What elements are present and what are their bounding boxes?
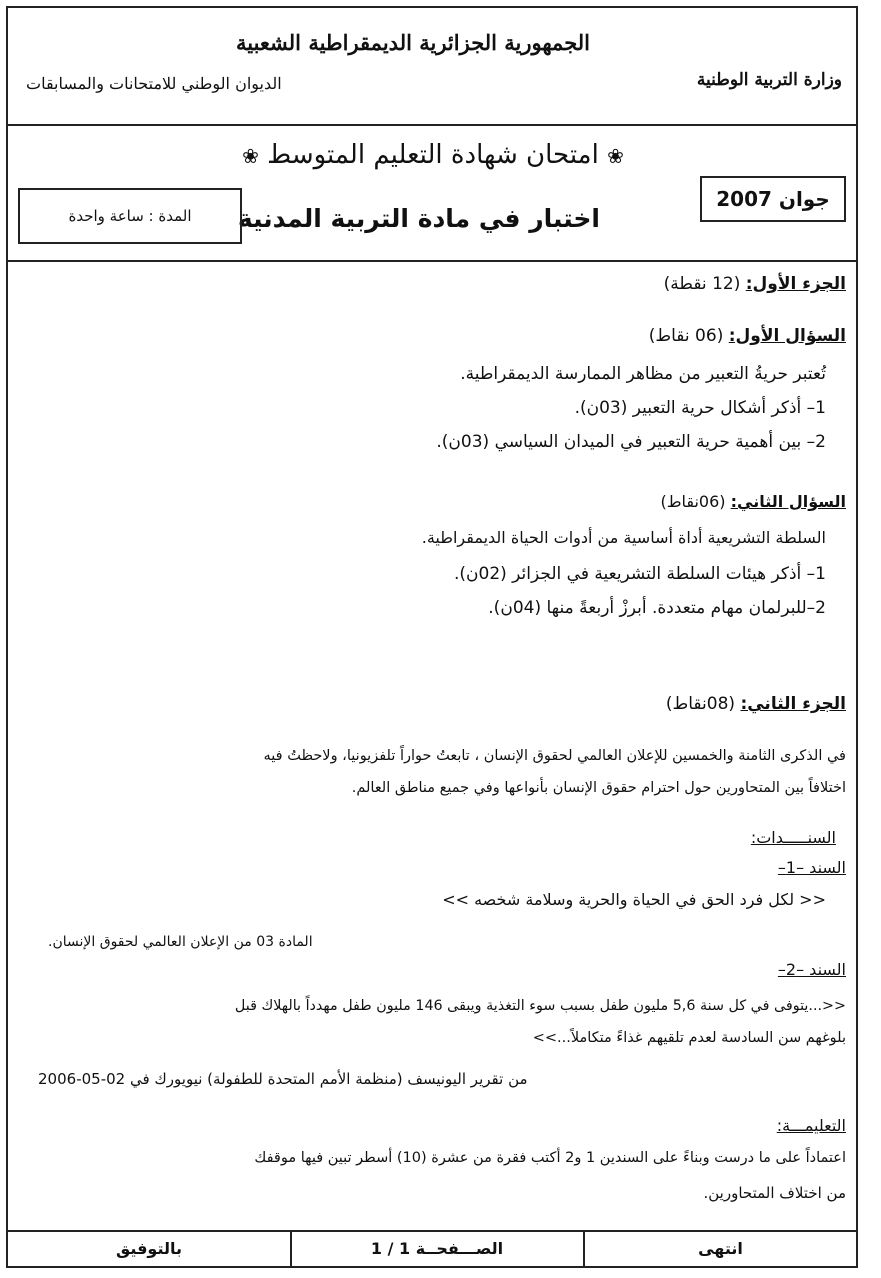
footer-page: الصـــفحــة 1 / 1 [370,1239,504,1258]
office-name: الديوان الوطني للامتحانات والمسابقات [26,74,282,93]
q2-item-1: 1– أذكر هيئات السلطة التشريعية في الجزائر (02ن). [453,564,826,584]
part1-heading [664,274,846,294]
exam-title-row [233,140,633,180]
ornament-left-icon: ❀ [242,144,259,168]
duration-box [18,188,242,244]
documents-title: السنـــــدات: [750,828,836,847]
header-divider [8,124,856,126]
subject-title: اختبار في مادة التربية المدنية [237,204,600,233]
footer-end: انتهى [698,1239,743,1258]
ornament-right-icon: ❀ [607,144,624,168]
footer-bar [8,1230,856,1266]
header-bottom-divider [8,260,856,262]
ministry-name: وزارة التربية الوطنية [696,70,842,90]
q2-item-2: 2–للبرلمان مهام متعددة. أبرزْ أربعةً منها (04ن). [488,598,826,618]
task-title: التعليمـــة: [776,1116,846,1135]
part2-heading [666,694,846,714]
exam-title: امتحان شهادة التعليم المتوسط [267,140,599,170]
q1-item-2: 2– بين أهمية حرية التعبير في الميدان السياسي (03ن). [436,432,826,452]
session-label: جوان 2007 [716,187,830,211]
exam-page [6,6,858,1268]
republic-title: الجمهورية الجزائرية الديمقراطية الشعبية [235,30,590,55]
footer-luck: بالتوفيق [115,1239,182,1258]
part1-title: الجزء الأول: [745,274,846,294]
q2-points: (06نقاط) [660,492,726,511]
q2-title: السؤال الثاني: [730,492,846,511]
task-line2: من اختلاف المتحاورين. [703,1184,846,1202]
doc2-line1: <<...يتوفى في كل سنة 5,6 مليون طفل بسبب سوء التغذية ويبقى 146 مليون طفل مهدداً بالهلاك قبل [234,998,846,1014]
task-line1: اعتماداً على ما درست وبناءً على السندين 1 و2 أكتب فقرة من عشرة (10) أسطر تبين فيها موقفك [254,1150,846,1166]
q1-points: (06 نقاط) [648,326,724,346]
part2-points: (08نقاط) [665,694,736,714]
doc1-source: المادة 03 من الإعلان العالمي لحقوق الإنسان. [48,934,313,950]
doc2-label: السند –2– [777,960,846,979]
q1-title: السؤال الأول: [728,326,846,346]
doc1-text: << لكل فرد الحق في الحياة والحرية وسلامة شخصه >> [442,890,826,909]
doc2-source: من تقرير اليونيسف (منظمة الأمم المتحدة للطفولة) نيويورك في 02-05-2006 [38,1070,528,1088]
part2-title: الجزء الثاني: [740,694,846,714]
doc1-label: السند –1– [777,858,846,877]
q2-heading [660,492,846,511]
part1-points: (12 نقطة) [663,274,741,294]
duration-label: المدة : ساعة واحدة [68,207,192,225]
doc2-line2: بلوغهم سن السادسة لعدم تلقيهم غذاءً متكاملاً...>> [532,1030,846,1046]
part2-intro-line1: في الذكرى الثامنة والخمسين للإعلان العالمي لحقوق الإنسان ، تابعتُ حواراً تلفزيونيا، ولاحظتُ فيه [263,748,846,764]
q1-intro: تُعتبر حريةُ التعبير من مظاهر الممارسة الديمقراطية. [460,364,826,384]
q1-item-1: 1– أذكر أشكال حرية التعبير (03ن). [574,398,826,418]
q1-heading [649,326,846,346]
session-box [700,176,846,222]
part2-intro-line2: اختلافاً بين المتحاورين حول احترام حقوق الإنسان بأنواعها وفي جميع مناطق العالم. [351,780,846,796]
q2-intro: السلطة التشريعية أداة أساسية من أدوات الحياة الديمقراطية. [421,528,826,547]
